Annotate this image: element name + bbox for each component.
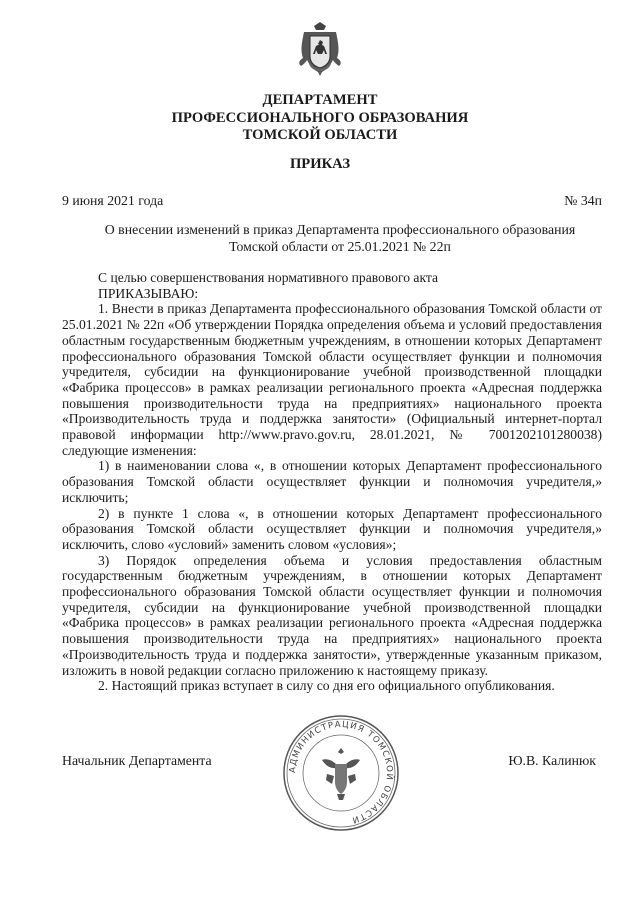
dept-line-3: ТОМСКОЙ ОБЛАСТИ [242,127,398,143]
paragraph-1-item-1: 1) в наименовании слова «, в отношении которых Департамент профессионального образования Томской области осуществляет функции и полномочия учредителя,» исключить; [62,458,602,505]
order-date: 9 июня 2021 года [62,193,164,208]
order-body [62,270,602,694]
signatory-position: Начальник Департамента [62,753,212,768]
dept-line-2: ПРОФЕССИОНАЛЬНОГО ОБРАЗОВАНИЯ [171,109,469,126]
intro-paragraph: С целью совершенствования нормативного правового акта [98,270,439,285]
paragraph-1-item-3: 3) Порядок определения объема и условия предоставления областным государственным бюджетным учреждениям, в отношении которых Департамент профессионального образования Томской области осуществляет функции и полномочия учредителя, субсидии на функционирование учебной производственной площадки «Фабрика процессов» в рамках реализации регионального проекта «Адресная поддержка повышения производительности труда на предприятиях» национального проекта «Производительность труда и поддержка занятости», утвержденные указанным приказом, изложить в новой редакции согласно приложению к настоящему приказу. [62,552,602,678]
tomsk-coat-of-arms-icon [296,20,344,82]
order-title: ПРИКАЗ [289,156,351,172]
order-number: № 34п [564,193,602,208]
paragraph-1-item-2: 2) в пункте 1 слова «, в отношении которых Департамент профессионального образования Томской области осуществляет функции и полномочия учредителя,» исключить, слово «условий» заменить словом «условия»; [62,505,602,552]
signatory-name: Ю.В. Калинюк [508,753,596,768]
seal-text: АДМИНИСТРАЦИЯ ТОМСКОЙ ОБЛАСТИ [287,719,395,825]
dept-line-1: ДЕПАРТАМЕНТ [262,92,378,108]
department-header [0,92,640,145]
paragraph-2: 2. Настоящий приказ вступает в силу со дня его официального опубликования. [98,678,555,694]
official-seal-stamp [282,714,400,832]
order-subject: О внесении изменений в приказ Департамента профессионального образования Томской области от 25.01.2021 № 22п [104,222,576,254]
order-word: ПРИКАЗЫВАЮ: [98,285,199,301]
paragraph-1: 1. Внести в приказ Департамента профессионального образования Томской области от 25.01.2021 № 22п «Об утверждении Порядка определения объема и условий предоставления областным государственным бюджетным учреждениям, в отношении которых Департамент профессионального образования Томской области осуществляет функции и полномочия учредителя, субсидии на функционирование учебной производственной площадки «Фабрика процессов» в рамках реализации регионального проекта «Адресная поддержка повышения производительности труда на предприятиях» национального проекта «Производительность труда и поддержка занятости» (Официальный интернет-портал правовой информации http://www.pravo.gov.ru, 28.01.2021, № 7001202101280038) следующие изменения: [62,301,602,458]
eagle-emblem-icon [322,748,360,800]
